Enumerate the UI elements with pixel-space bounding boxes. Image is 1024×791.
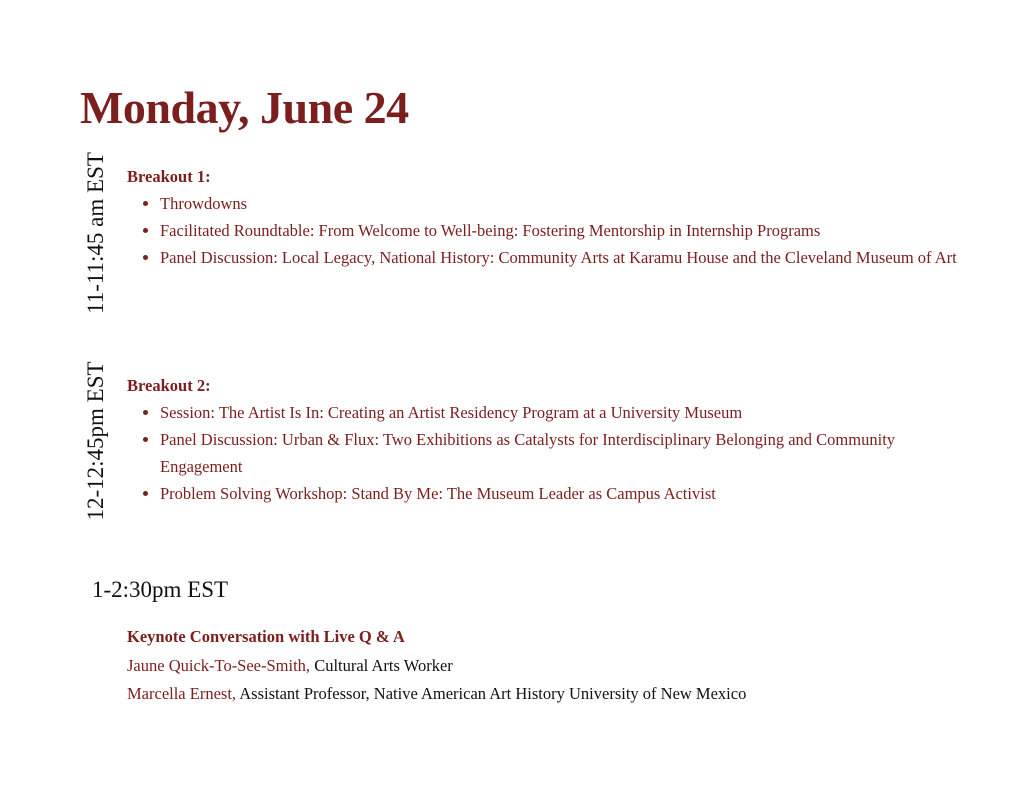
breakout-2-time: 12-12:45pm EST [83,361,108,521]
keynote-time: 1-2:30pm EST [92,577,229,602]
speaker-role: Assistant Professor, Native American Art History University of New Mexico [236,684,747,703]
breakout-2-section [127,372,967,507]
breakout-1-heading: Breakout 1: [127,167,211,186]
speaker-line [127,680,987,709]
breakout-1-time: 11-11:45 am EST [83,152,108,314]
breakout-1-section [127,163,967,271]
breakout-2-heading: Breakout 2: [127,376,211,395]
page-title: Monday, June 24 [80,82,409,133]
list-item: • Panel Discussion: Local Legacy, National History: Community Arts at Karamu House and the Cleveland Museum of Art [160,244,967,271]
speaker-name: Jaune Quick-To-See-Smith, [127,655,311,675]
list-item: • Panel Discussion: Urban & Flux: Two Exhibitions as Catalysts for Interdisciplinary Belonging and Community Engagement [160,426,967,480]
speaker-role: Cultural Arts Worker [310,655,453,675]
keynote-title: Keynote Conversation with Live Q & A [127,627,405,646]
list-item: • Problem Solving Workshop: Stand By Me: The Museum Leader as Campus Activist [160,480,967,507]
keynote-section [127,623,987,709]
list-item: • Facilitated Roundtable: From Welcome to Well-being: Fostering Mentorship in Internship Programs [160,217,967,244]
speaker-name: Marcella Ernest, [127,684,237,703]
breakout-1-list [127,190,967,271]
list-item: • Throwdowns [160,190,967,217]
speaker-line [127,652,987,681]
list-item: • Session: The Artist Is In: Creating an Artist Residency Program at a University Museum [160,399,967,426]
breakout-2-list [127,399,967,507]
